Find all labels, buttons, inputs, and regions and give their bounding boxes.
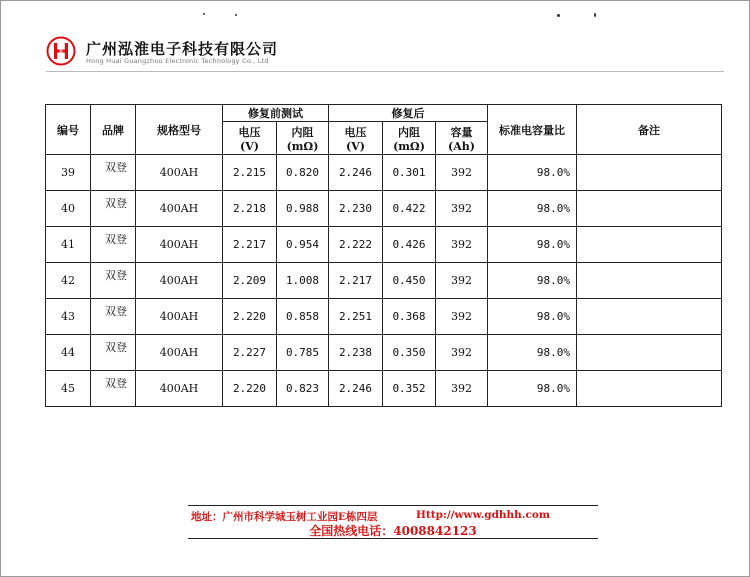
table-row [46, 263, 722, 299]
cell-capacity: 392 [436, 263, 488, 299]
cell-capacity-ratio: 98.0% [488, 263, 577, 299]
header-model: 规格型号 [136, 105, 223, 155]
cell-capacity-ratio: 98.0% [488, 227, 577, 263]
cell-model: 400AH [136, 263, 223, 299]
footer-website-link[interactable]: Http://www.gdhhh.com [416, 509, 550, 521]
cell-remarks [577, 263, 722, 299]
header-capacity: 容量 (Ah) [436, 122, 488, 155]
cell-remarks [577, 371, 722, 407]
letterhead [46, 36, 726, 70]
cell-model: 400AH [136, 155, 223, 191]
company-name-english: Hong Huai Guangzhou Electronic Technology Co., Ltd [86, 57, 269, 65]
cell-capacity: 392 [436, 335, 488, 371]
cell-resistance-after: 0.301 [383, 155, 436, 191]
cell-capacity: 392 [436, 299, 488, 335]
cell-voltage-after: 2.251 [329, 299, 383, 335]
header-capacity-ratio: 标准电容量比 [488, 105, 577, 155]
scan-speck [557, 14, 560, 17]
cell-capacity: 392 [436, 371, 488, 407]
cell-capacity: 392 [436, 155, 488, 191]
cell-capacity: 392 [436, 191, 488, 227]
header-voltage-after: 电压 (V) [329, 122, 383, 155]
cell-voltage-after: 2.246 [329, 155, 383, 191]
cell-resistance-before: 1.008 [277, 263, 329, 299]
cell-voltage-before: 2.220 [223, 371, 277, 407]
cell-brand: 双登 [91, 335, 136, 371]
cell-model: 400AH [136, 335, 223, 371]
header-brand: 品牌 [91, 105, 136, 155]
cell-resistance-after: 0.352 [383, 371, 436, 407]
table-row [46, 335, 722, 371]
cell-voltage-before: 2.209 [223, 263, 277, 299]
cell-voltage-before: 2.218 [223, 191, 277, 227]
cell-voltage-after: 2.222 [329, 227, 383, 263]
table-row [46, 299, 722, 335]
cell-number: 44 [46, 335, 91, 371]
cell-model: 400AH [136, 371, 223, 407]
header-number: 编号 [46, 105, 91, 155]
header-resistance-after: 内阻 (mΩ) [383, 122, 436, 155]
cell-capacity-ratio: 98.0% [488, 299, 577, 335]
cell-number: 39 [46, 155, 91, 191]
cell-capacity-ratio: 98.0% [488, 371, 577, 407]
cell-resistance-after: 0.450 [383, 263, 436, 299]
header-remarks: 备注 [577, 105, 722, 155]
cell-model: 400AH [136, 191, 223, 227]
cell-capacity-ratio: 98.0% [488, 335, 577, 371]
cell-resistance-after: 0.422 [383, 191, 436, 227]
cell-capacity: 392 [436, 227, 488, 263]
cell-remarks [577, 191, 722, 227]
table-row [46, 371, 722, 407]
cell-brand: 双登 [91, 155, 136, 191]
cell-capacity-ratio: 98.0% [488, 191, 577, 227]
cell-resistance-after: 0.350 [383, 335, 436, 371]
scan-speck [594, 13, 596, 17]
cell-remarks [577, 335, 722, 371]
cell-voltage-after: 2.217 [329, 263, 383, 299]
cell-remarks [577, 155, 722, 191]
cell-brand: 双登 [91, 191, 136, 227]
cell-model: 400AH [136, 299, 223, 335]
header-rule [46, 71, 724, 72]
scan-speck [235, 14, 237, 16]
cell-voltage-after: 2.230 [329, 191, 383, 227]
battery-test-table [45, 104, 722, 407]
cell-number: 45 [46, 371, 91, 407]
footer-address: 地址：广州市科学城玉树工业园E栋四层 [191, 511, 378, 523]
cell-voltage-before: 2.217 [223, 227, 277, 263]
cell-resistance-before: 0.785 [277, 335, 329, 371]
cell-voltage-before: 2.215 [223, 155, 277, 191]
cell-remarks [577, 299, 722, 335]
company-name: 广州泓淮电子科技有限公司 [86, 40, 279, 58]
cell-number: 41 [46, 227, 91, 263]
cell-number: 43 [46, 299, 91, 335]
cell-resistance-after: 0.368 [383, 299, 436, 335]
footer-bottom-rule [188, 538, 598, 539]
cell-voltage-before: 2.220 [223, 299, 277, 335]
cell-resistance-before: 0.954 [277, 227, 329, 263]
header-voltage-before: 电压 (V) [223, 122, 277, 155]
cell-voltage-before: 2.227 [223, 335, 277, 371]
cell-brand: 双登 [91, 299, 136, 335]
header-after-repair: 修复后 [329, 105, 488, 122]
table-row [46, 227, 722, 263]
cell-number: 40 [46, 191, 91, 227]
footer-hotline: 全国热线电话：4008842123 [309, 524, 477, 538]
cell-remarks [577, 227, 722, 263]
cell-resistance-before: 0.858 [277, 299, 329, 335]
cell-brand: 双登 [91, 227, 136, 263]
header-resistance-before: 内阻 (mΩ) [277, 122, 329, 155]
cell-voltage-after: 2.238 [329, 335, 383, 371]
header-before-repair: 修复前测试 [223, 105, 329, 122]
cell-number: 42 [46, 263, 91, 299]
cell-brand: 双登 [91, 263, 136, 299]
cell-resistance-before: 0.823 [277, 371, 329, 407]
cell-capacity-ratio: 98.0% [488, 155, 577, 191]
cell-resistance-before: 0.988 [277, 191, 329, 227]
cell-voltage-after: 2.246 [329, 371, 383, 407]
cell-brand: 双登 [91, 371, 136, 407]
scan-speck [203, 13, 205, 15]
cell-model: 400AH [136, 227, 223, 263]
cell-resistance-after: 0.426 [383, 227, 436, 263]
table-row [46, 155, 722, 191]
footer-top-rule [188, 505, 598, 506]
cell-resistance-before: 0.820 [277, 155, 329, 191]
table-row [46, 191, 722, 227]
company-logo-icon [46, 36, 76, 66]
